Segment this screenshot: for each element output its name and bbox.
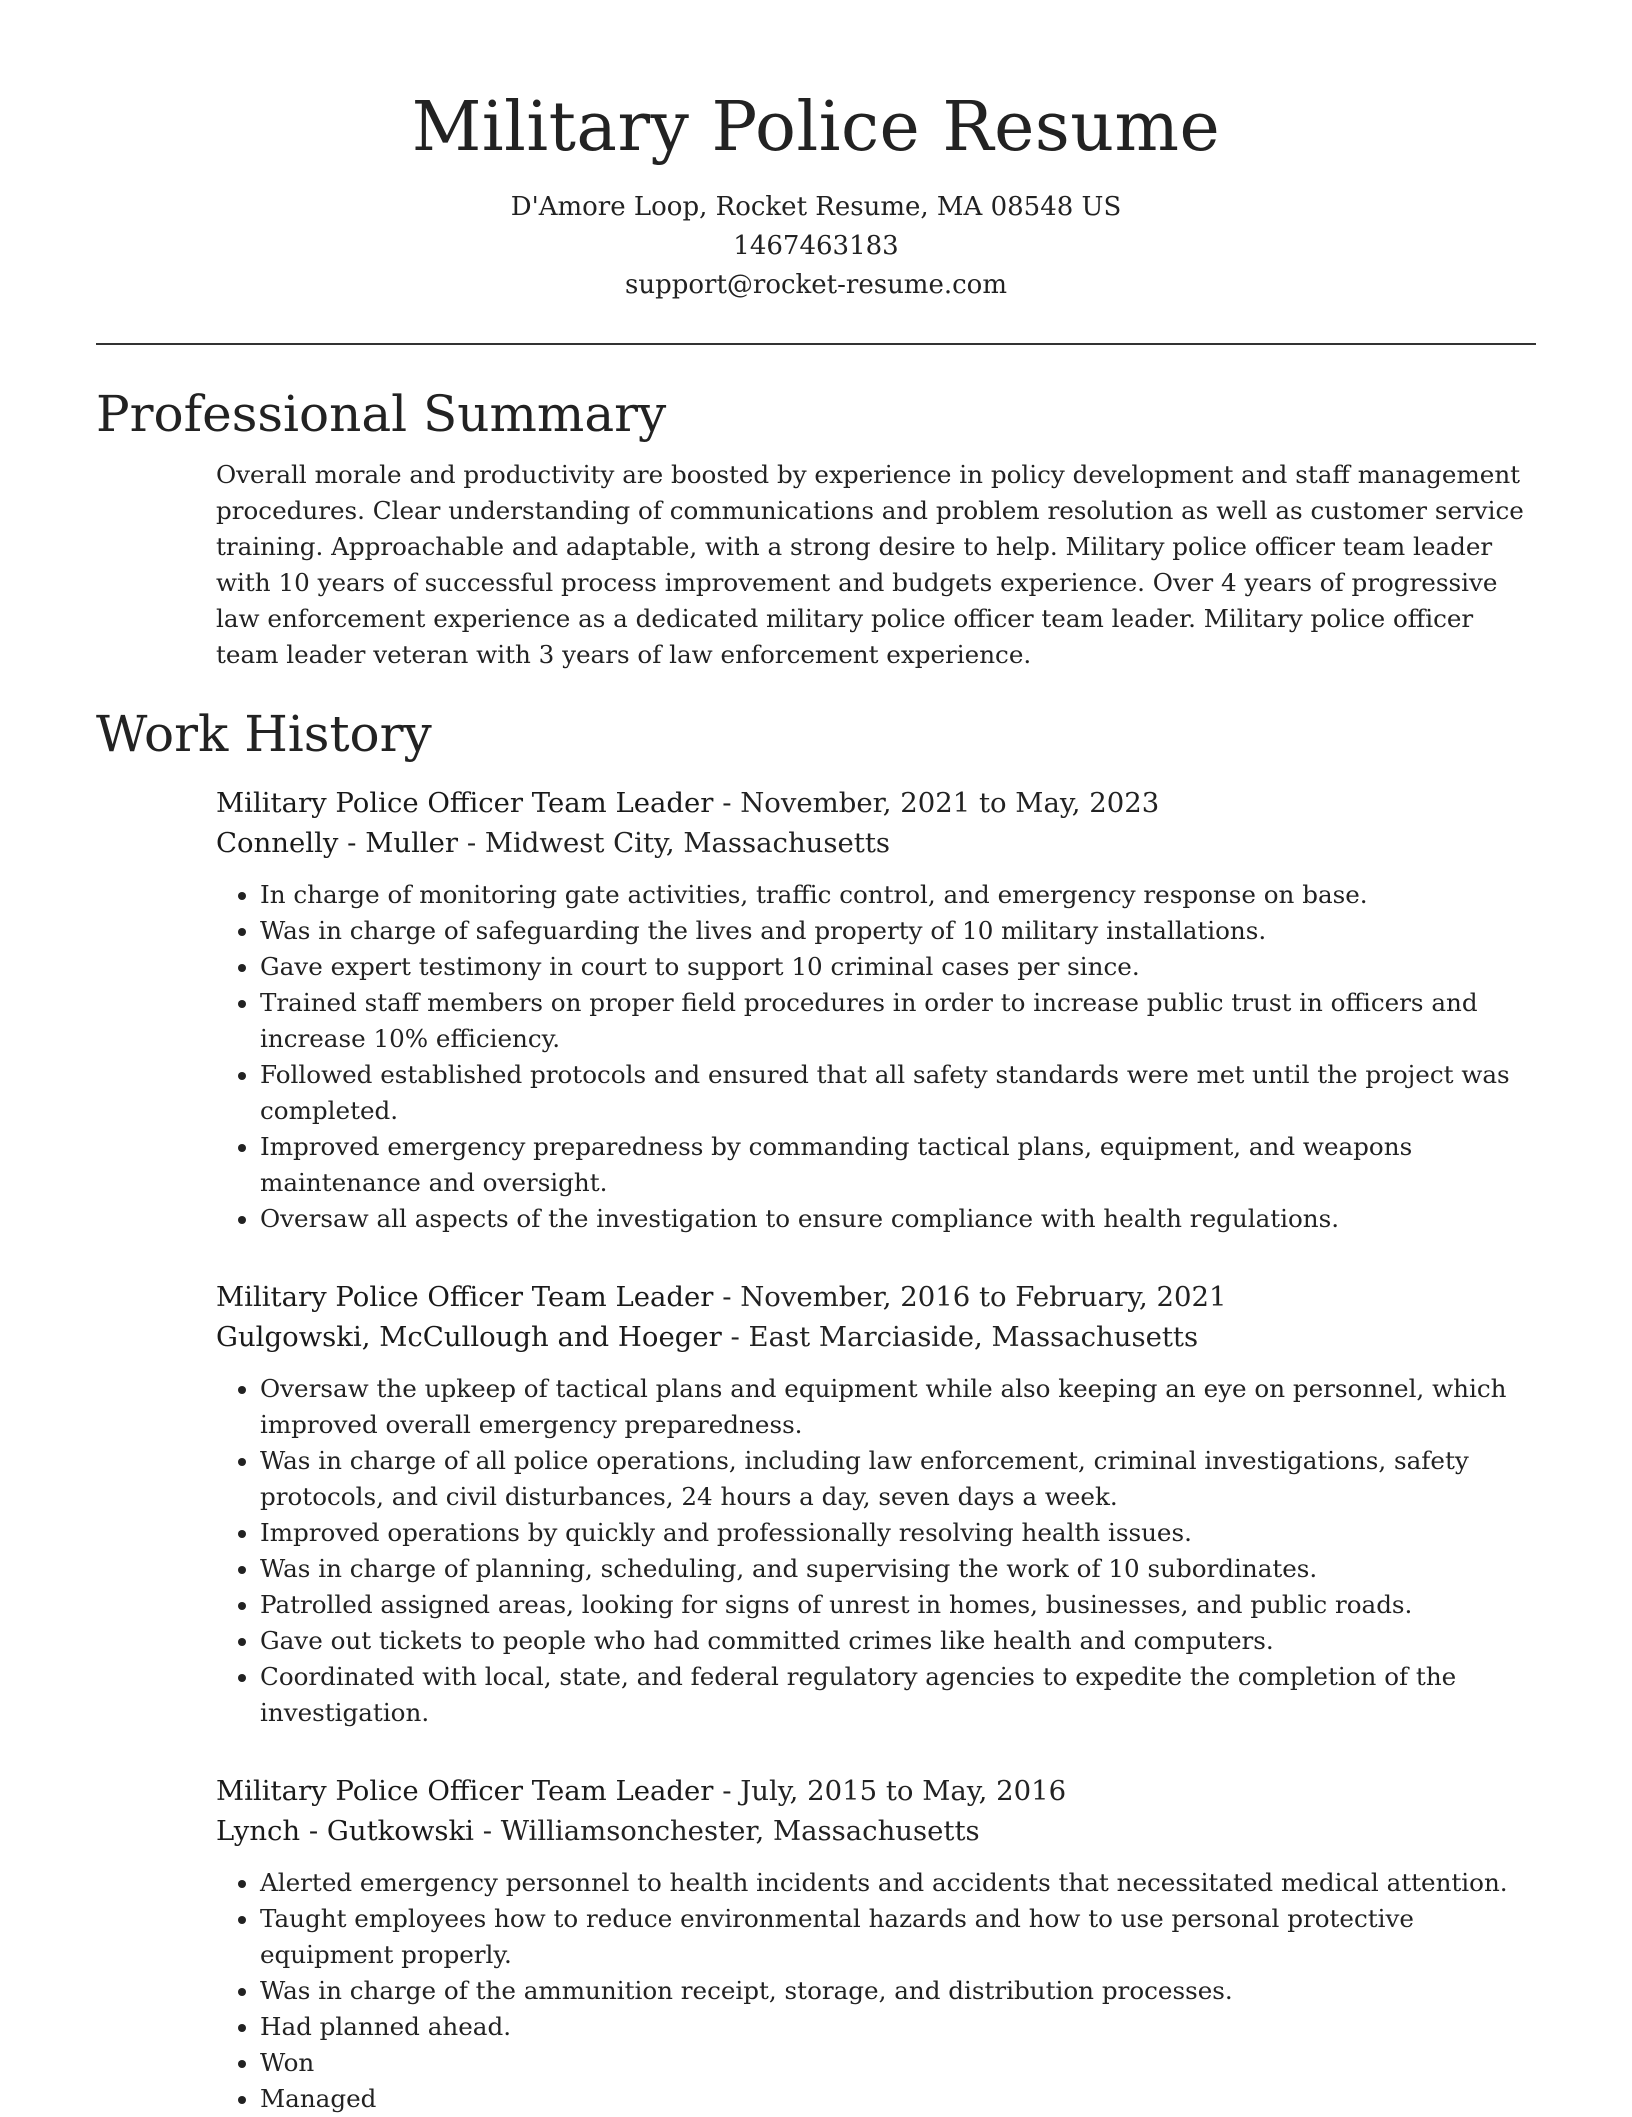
job-dates: - November, 2016 to February, 2021 — [713, 1281, 1227, 1313]
job-bullet: • Coordinated with local, state, and federal regulatory agencies to expedite the completion of the investigation. — [260, 1659, 1536, 1731]
job-bullet: • Gave out tickets to people who had committed crimes like health and computers. — [260, 1623, 1536, 1659]
job-title-line — [216, 1771, 1536, 1811]
job-bullet-list — [216, 877, 1536, 1237]
work-history-section — [96, 699, 1536, 2117]
job-bullet: • Trained staff members on proper field procedures in order to increase public trust in officers and increase 10% efficiency. — [260, 985, 1536, 1057]
job-bullet: • Oversaw the upkeep of tactical plans and equipment while also keeping an eye on personnel, which improved overall emergency preparedness. — [260, 1371, 1536, 1443]
job-company: Connelly - Muller — [216, 827, 459, 859]
job-bullet: • Had planned ahead. — [260, 2009, 1536, 2045]
resume-header — [96, 80, 1536, 305]
job-bullet-list — [216, 1865, 1536, 2117]
job-bullet: • Improved operations by quickly and professionally resolving health issues. — [260, 1515, 1536, 1551]
professional-summary-section — [96, 379, 1536, 673]
job-title-line — [216, 1277, 1536, 1317]
job-bullet-list — [216, 1371, 1536, 1731]
summary-heading: Professional Summary — [96, 385, 667, 443]
job-company: Gulgowski, McCullough and Hoeger — [216, 1321, 722, 1353]
job-location: - Williamsonchester, Massachusetts — [473, 1815, 980, 1847]
job-location: - Midwest City, Massachusetts — [458, 827, 890, 859]
header-divider — [96, 343, 1536, 345]
job-bullet: • Patrolled assigned areas, looking for signs of unrest in homes, businesses, and public roads. — [260, 1587, 1536, 1623]
job-bullet: • Gave expert testimony in court to support 10 criminal cases per since. — [260, 949, 1536, 985]
job-company-line — [216, 823, 1536, 863]
resume-title: Military Police Resume — [411, 88, 1221, 167]
job-entry — [216, 1771, 1536, 2117]
job-company: Lynch - Gutkowski — [216, 1815, 474, 1847]
job-company-line — [216, 1811, 1536, 1851]
job-bullet: • In charge of monitoring gate activities, traffic control, and emergency response on base. — [260, 877, 1536, 913]
work-history-heading: Work History — [96, 705, 432, 763]
contact-info — [96, 188, 1536, 305]
job-bullet: • Alerted emergency personnel to health incidents and accidents that necessitated medical attention. — [260, 1865, 1536, 1901]
job-bullet: • Was in charge of safeguarding the lives and property of 10 military installations. — [260, 913, 1536, 949]
job-entry — [216, 1277, 1536, 1731]
job-bullet: • Taught employees how to reduce environmental hazards and how to use personal protective equipment properly. — [260, 1901, 1536, 1973]
job-location: - East Marciaside, Massachusetts — [721, 1321, 1199, 1353]
job-bullet: • Improved emergency preparedness by commanding tactical plans, equipment, and weapons maintenance and oversight. — [260, 1129, 1536, 1201]
job-dates: - July, 2015 to May, 2016 — [713, 1775, 1067, 1807]
job-bullet: • Managed — [260, 2081, 1536, 2117]
summary-text: Overall morale and productivity are boosted by experience in policy development and staff management procedures. Clear understanding of communications and problem resolution as well as customer service training. Approachable and adaptable, with a strong desire to help. Military police officer team leader with 10 years of successful process improvement and budgets experience. Over 4 years of progressive law enforcement experience as a dedicated military police officer team leader. Military police officer team leader veteran with 3 years of law enforcement experience. — [216, 460, 1524, 669]
summary-body — [216, 457, 1536, 673]
job-title-line — [216, 783, 1536, 823]
job-bullet: • Was in charge of the ammunition receipt, storage, and distribution processes. — [260, 1973, 1536, 2009]
job-company-line — [216, 1317, 1536, 1357]
contact-email: support@rocket-resume.com — [624, 270, 1007, 300]
job-title: Military Police Officer Team Leader — [216, 787, 714, 819]
contact-phone: 1467463183 — [733, 231, 899, 261]
job-entry — [216, 783, 1536, 1237]
job-bullet: • Was in charge of all police operations, including law enforcement, criminal investigations, safety protocols, and civil disturbances, 24 hours a day, seven days a week. — [260, 1443, 1536, 1515]
job-bullet: • Won — [260, 2045, 1536, 2081]
job-title: Military Police Officer Team Leader — [216, 1281, 714, 1313]
job-title: Military Police Officer Team Leader — [216, 1775, 714, 1807]
contact-address: D'Amore Loop, Rocket Resume, MA 08548 US — [510, 192, 1122, 222]
job-bullet: • Was in charge of planning, scheduling, and supervising the work of 10 subordinates. — [260, 1551, 1536, 1587]
job-bullet: • Oversaw all aspects of the investigation to ensure compliance with health regulations. — [260, 1201, 1536, 1237]
job-bullet: • Followed established protocols and ensured that all safety standards were met until the project was completed. — [260, 1057, 1536, 1129]
work-history-body — [216, 783, 1536, 2117]
job-dates: - November, 2021 to May, 2023 — [713, 787, 1160, 819]
